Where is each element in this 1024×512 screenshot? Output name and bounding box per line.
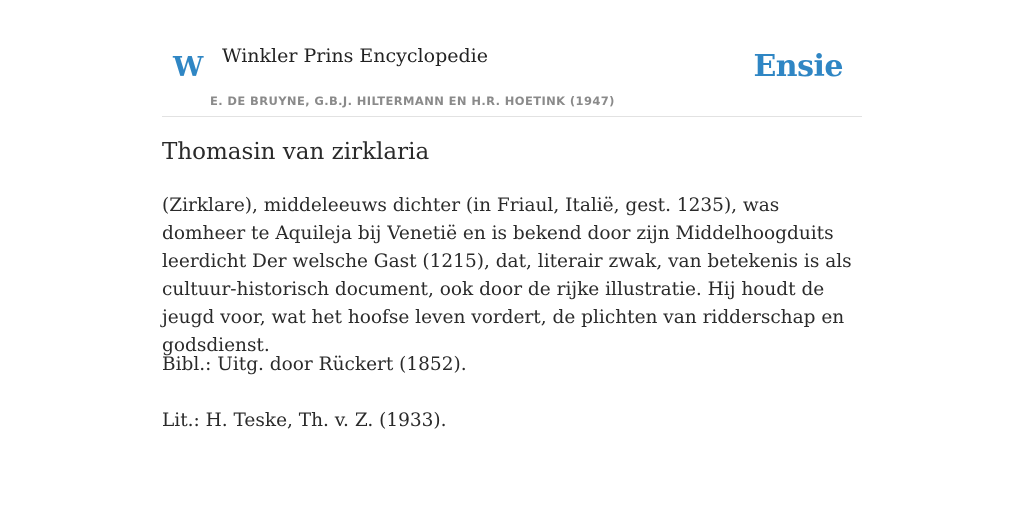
article-title: Thomasin van zirklaria bbox=[162, 139, 430, 165]
source-authors: E. DE BRUYNE, G.B.J. HILTERMANN EN H.R. HOETINK (1947) bbox=[210, 94, 615, 108]
source-title[interactable]: Winkler Prins Encyclopedie bbox=[222, 45, 488, 67]
source-header bbox=[162, 0, 862, 117]
ensie-logo[interactable]: Ensie bbox=[753, 49, 843, 84]
bibliography-paragraph: Bibl.: Uitg. door Rückert (1852). bbox=[162, 354, 467, 375]
page bbox=[162, 0, 862, 431]
literature-paragraph: Lit.: H. Teske, Th. v. Z. (1933). bbox=[162, 410, 447, 431]
winkler-prins-logo-icon[interactable]: W bbox=[173, 52, 204, 83]
article-paragraph: (Zirklare), middeleeuws dichter (in Friaul, Italië, gest. 1235), was domheer te Aquileja bij Venetië en is bekend door zijn Middelhoogduits leerdicht Der welsche Gast (1215), dat, literair zwak, van betekenis is als cultuur-historisch document, ook door de rijke illustratie. Hij houdt de jeugd voor, wat het hoofse leven vordert, de plichten van ridderschap en godsdienst. bbox=[162, 195, 852, 356]
